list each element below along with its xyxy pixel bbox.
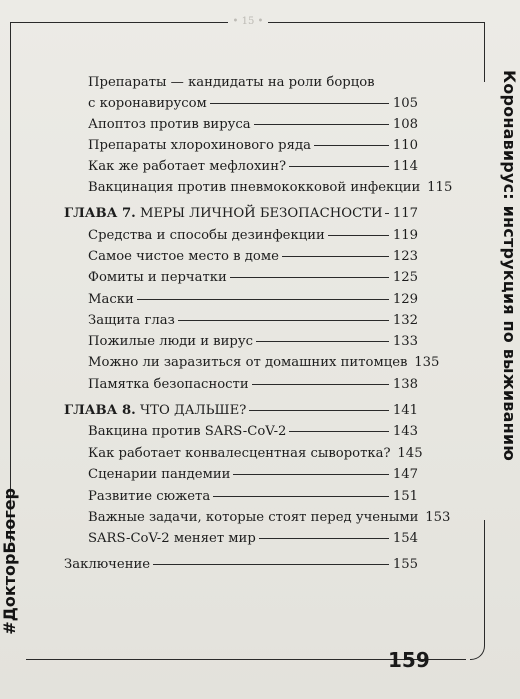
toc-entry-title: Можно ли заразиться от домашних питомцев — [88, 355, 408, 370]
leader-dots — [178, 320, 389, 321]
toc-entry[interactable] — [88, 332, 418, 352]
toc-entry[interactable] — [88, 422, 418, 442]
leader-dots — [314, 145, 389, 146]
chapter-label: ГЛАВА 7. — [64, 206, 136, 221]
toc-entry-page: 133 — [392, 334, 418, 349]
toc-entry-page: 138 — [392, 377, 418, 392]
toc-entry[interactable] — [88, 73, 418, 93]
toc-entry[interactable] — [88, 247, 418, 267]
toc-entry-page: 110 — [392, 138, 418, 153]
toc-entry-page: 141 — [392, 403, 418, 418]
toc-entry-page: 154 — [392, 531, 418, 546]
leader-dots — [252, 384, 389, 385]
book-title-vertical: Коронавирус: инструкция по выживанию — [500, 70, 519, 462]
toc-chapter[interactable] — [64, 204, 418, 224]
toc-entry-title: Препараты хлорохинового ряда — [88, 138, 311, 153]
toc-entry[interactable] — [88, 136, 418, 156]
toc-entry-title: Маски — [88, 292, 134, 307]
leader-dots — [213, 496, 389, 497]
toc-entry-page: 147 — [392, 467, 418, 482]
leader-dots — [233, 474, 389, 475]
leader-dots — [328, 235, 389, 236]
toc-entry[interactable] — [88, 529, 418, 549]
toc-entry[interactable] — [88, 375, 418, 395]
toc-entry[interactable] — [88, 157, 418, 177]
toc-entry-page: 105 — [392, 96, 418, 111]
toc-entry-title: Самое чистое место в доме — [88, 249, 279, 264]
toc-entry[interactable] — [88, 353, 440, 373]
toc-entry-page: 123 — [392, 249, 418, 264]
toc-entry-title: Как работает конвалесцентная сыворотка? — [88, 446, 391, 461]
leader-dots — [249, 410, 389, 411]
chapter-title: ЧТО ДАЛЬШЕ? — [139, 403, 247, 418]
top-page-mark: • 15 • — [228, 14, 268, 30]
frame-right-line — [484, 22, 486, 82]
toc-entry[interactable] — [88, 94, 418, 114]
toc-entry[interactable] — [88, 444, 423, 464]
toc-entry-title: Апоптоз против вируса — [88, 117, 251, 132]
leader-dots — [254, 124, 389, 125]
toc-entry-page: 145 — [397, 446, 423, 461]
toc-chapter[interactable] — [64, 401, 418, 421]
toc-entry-page: 153 — [425, 510, 451, 525]
toc-entry-title: Как же работает мефлохин? — [88, 159, 287, 174]
toc-entry-title: Защита глаз — [88, 313, 175, 328]
toc-entry-title: Памятка безопасности — [88, 377, 249, 392]
frame-corner — [470, 640, 485, 660]
toc-entry-page: 125 — [392, 270, 418, 285]
frame-left-line — [10, 22, 12, 542]
toc-entry-title: с коронавирусом — [88, 96, 207, 111]
toc-entry-title: Заключение — [64, 557, 151, 572]
frame-right-lower-line — [484, 520, 486, 645]
leader-dots — [259, 538, 389, 539]
hashtag-vertical: #ДокторБлогер — [0, 488, 19, 635]
toc-entry[interactable] — [88, 115, 418, 135]
toc-entry[interactable] — [88, 226, 418, 246]
toc-entry[interactable] — [88, 508, 451, 528]
toc-entry-page: 115 — [427, 180, 453, 195]
toc-entry-page: 155 — [392, 557, 418, 572]
chapter-title: МЕРЫ ЛИЧНОЙ БЕЗОПАСНОСТИ — [139, 206, 383, 221]
toc-entry[interactable] — [88, 290, 418, 310]
toc-entry-title: Препараты — кандидаты на роли борцов — [88, 75, 375, 90]
toc-entry-title: Средства и способы дезинфекции — [88, 228, 325, 243]
leader-dots — [282, 256, 389, 257]
leader-dots — [289, 431, 389, 432]
page-number: 159 — [388, 648, 430, 672]
toc-entry-title: Фомиты и перчатки — [88, 270, 227, 285]
toc-entry-page: 108 — [392, 117, 418, 132]
leader-dots — [210, 103, 389, 104]
toc-entry-title: Развитие сюжета — [88, 489, 211, 504]
toc-entry-title: Сценарии пандемии — [88, 467, 231, 482]
toc-entry-page: 135 — [414, 355, 440, 370]
toc-entry[interactable] — [88, 311, 418, 331]
toc-entry[interactable] — [88, 268, 418, 288]
toc-entry-page: 117 — [392, 206, 418, 221]
toc-entry-title: Вакцинация против пневмококковой инфекции — [88, 180, 421, 195]
toc-entry-page: 119 — [392, 228, 418, 243]
toc-entry[interactable] — [88, 487, 418, 507]
toc-entry-title: Вакцина против SARS-CoV-2 — [88, 424, 287, 439]
toc-entry-page: 151 — [392, 489, 418, 504]
toc-entry-title: Важные задачи, которые стоят перед учеными — [88, 510, 419, 525]
toc-entry[interactable] — [88, 178, 453, 198]
leader-dots — [385, 213, 389, 214]
leader-dots — [153, 564, 389, 565]
toc-entry-page: 129 — [392, 292, 418, 307]
toc-entry-title: Пожилые люди и вирус — [88, 334, 253, 349]
toc-entry[interactable] — [88, 465, 418, 485]
leader-dots — [230, 277, 389, 278]
chapter-label: ГЛАВА 8. — [64, 403, 136, 418]
toc-entry-page: 132 — [392, 313, 418, 328]
toc-entry-page: 143 — [392, 424, 418, 439]
leader-dots — [256, 341, 389, 342]
toc-entry[interactable] — [64, 555, 418, 575]
leader-dots — [289, 166, 389, 167]
leader-dots — [137, 299, 389, 300]
toc-entry-page: 114 — [392, 159, 418, 174]
toc-entry-title: SARS-CoV-2 меняет мир — [88, 531, 256, 546]
